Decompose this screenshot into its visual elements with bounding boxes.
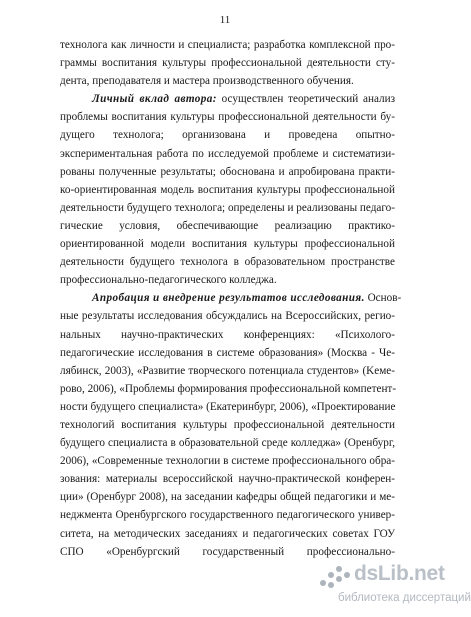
text-line: 2006), «Современные технологии в системе профессионального обра- (60, 455, 395, 468)
text-line (60, 289, 402, 307)
text-line: экспериментальная работа по исследуемой проблеме и систематизи- (60, 147, 395, 160)
personal-contribution-heading: Личный вклад автора: (92, 93, 217, 106)
text-line: будущего специалиста в образовательной среде колледжа» (Оренбург, (60, 437, 395, 450)
body-text (60, 36, 402, 561)
text-line: деятельности будущего технолога в образовательном пространстве (60, 256, 395, 269)
text-span: осуществлен теоретический анализ (216, 93, 395, 106)
text-line: педагогические исследования в системе образования» (Москва - Че- (60, 346, 395, 359)
text-line: ситета, на методических заседаниях и педагогических советах ГОУ (60, 527, 395, 540)
text-line: деятельности будущего технолога; определены и реализованы педаго- (60, 201, 395, 214)
text-line: ориентированной модели воспитания культуры профессиональной (60, 238, 395, 251)
approbation-heading: Апробация и внедрение результатов исследования. (92, 292, 365, 305)
text-line: ко-ориентированная модель воспитания культуры профессиональной (60, 183, 395, 196)
text-line: технолога как личности и специалиста; разработка комплексной про- (60, 39, 395, 51)
dslib-watermark (318, 562, 471, 612)
text-line: дента, преподавателя и мастера производственного обучения. (60, 75, 354, 88)
text-line: технологий воспитания культуры профессиональной деятельности (60, 418, 395, 431)
text-line: неджмента Оренбургского государственного педагогического универ- (60, 509, 395, 522)
text-line: профессионально-педагогического колледжа. (60, 274, 277, 287)
text-line: проблемы воспитания культуры профессиональной деятельности бу- (60, 111, 395, 124)
text-line: граммы воспитания культуры профессиональной деятельности сту- (60, 57, 395, 70)
text-line: нальных научно-практических конференциях: «Психолого- (60, 328, 395, 341)
text-line: рованы полученные результаты; обоснована и апробирована практи- (60, 165, 395, 178)
text-line: дущего технолога; организована и проведена опытно- (60, 129, 395, 142)
text-line: ции» (Оренбург 2008), на заседании кафедры общей педагогики и ме- (60, 491, 395, 504)
text-line: зования: материалы всероссийской научно-практической конферен- (60, 473, 395, 486)
text-line: лябинск, 2003), «Развитие творческого потенциала студентов» (Keме- (60, 364, 395, 377)
watermark-subtitle: библиотека диссертаций (338, 592, 471, 604)
text-line: гические условия, обеспечивающие реализацию практико- (60, 219, 395, 232)
text-line: СПО «Оренбургский государственный профессионально- (60, 545, 395, 558)
text-span: Основ- (364, 292, 402, 305)
dots-logo-icon (318, 566, 354, 592)
text-line: рово, 2006), «Проблемы формирования профессиональной компетент- (60, 382, 397, 395)
text-line: ности будущего специалиста» (Екатеринбург, 2006), «Проектирование (60, 400, 396, 413)
text-line: ные результаты исследования обсуждались на Всероссийских, регио- (60, 310, 395, 323)
watermark-title: dsLib.net (354, 562, 445, 585)
page-number: 11 (219, 14, 231, 26)
text-line (60, 90, 395, 108)
